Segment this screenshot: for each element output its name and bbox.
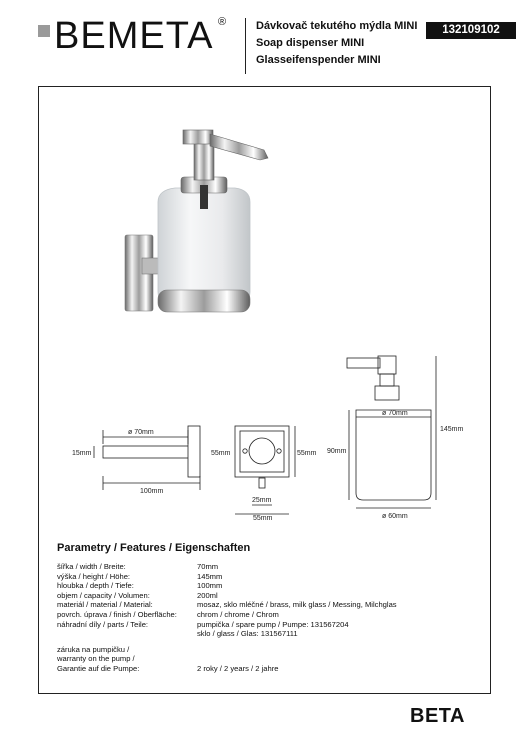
front-dim-glass-height: 90mm [327,448,347,455]
features-title: Parametry / Features / Eigenschaften [57,542,251,554]
front-dim-base: ø 60mm [382,513,408,520]
side-dim-diameter: ø 70mm [128,429,154,436]
spec-row: Garantie auf die Pumpe: 2 roky / 2 years / 2 jahre [57,663,279,673]
wall-dim-height: 55mm [211,450,231,457]
pump-nozzle [210,134,268,160]
spec-row: sklo / glass / Glas: 131567111 [197,629,298,639]
wall-dim-height-right: 55mm [297,450,317,457]
spec-row: náhradní díly / parts / Teile: pumpička / spare pump / Pumpe: 131567204 [57,619,349,629]
product-code-badge: 132109102 [426,22,516,39]
spec-row: hloubka / depth / Tiefe: 100mm [57,581,223,591]
spec-row: povrch. úprava / finish / Oberfläche: chrom / chrome / Chrom [57,609,279,619]
wall-dim-width: 55mm [253,515,273,522]
wall-dim-hole: 25mm [252,497,272,504]
registered-mark: ® [218,16,227,28]
spec-row: warranty on the pump / [57,654,135,664]
spec-row: objem / capacity / Volumen: 200ml [57,590,218,600]
title-en: Soap dispenser MINI [256,37,365,49]
spec-row: výška / height / Höhe: 145mm [57,571,223,581]
front-view-drawing [347,356,436,508]
side-dim-height: 15mm [72,450,92,457]
spec-table [57,562,437,674]
side-dim-length: 100mm [140,488,164,495]
product-photo [125,130,268,312]
title-cz: Dávkovač tekutého mýdla MINI [256,20,418,32]
chrome-ring [158,290,250,312]
spec-row: záruka na pumpičku / [57,644,130,654]
front-dim-diameter: ø 70mm [382,410,408,417]
series-name: BETA [410,705,465,727]
brand-logo: BEMETA [54,15,214,57]
spec-row: materiál / material / Material: mosaz, sklo mléčné / brass, milk glass / Messing, Milchglas [57,600,397,610]
title-de: Glasseifenspender MINI [256,54,381,66]
spec-row: šířka / width / Breite: 70mm [57,562,219,571]
front-dim-height: 145mm [440,426,464,433]
pump-head [183,130,213,144]
